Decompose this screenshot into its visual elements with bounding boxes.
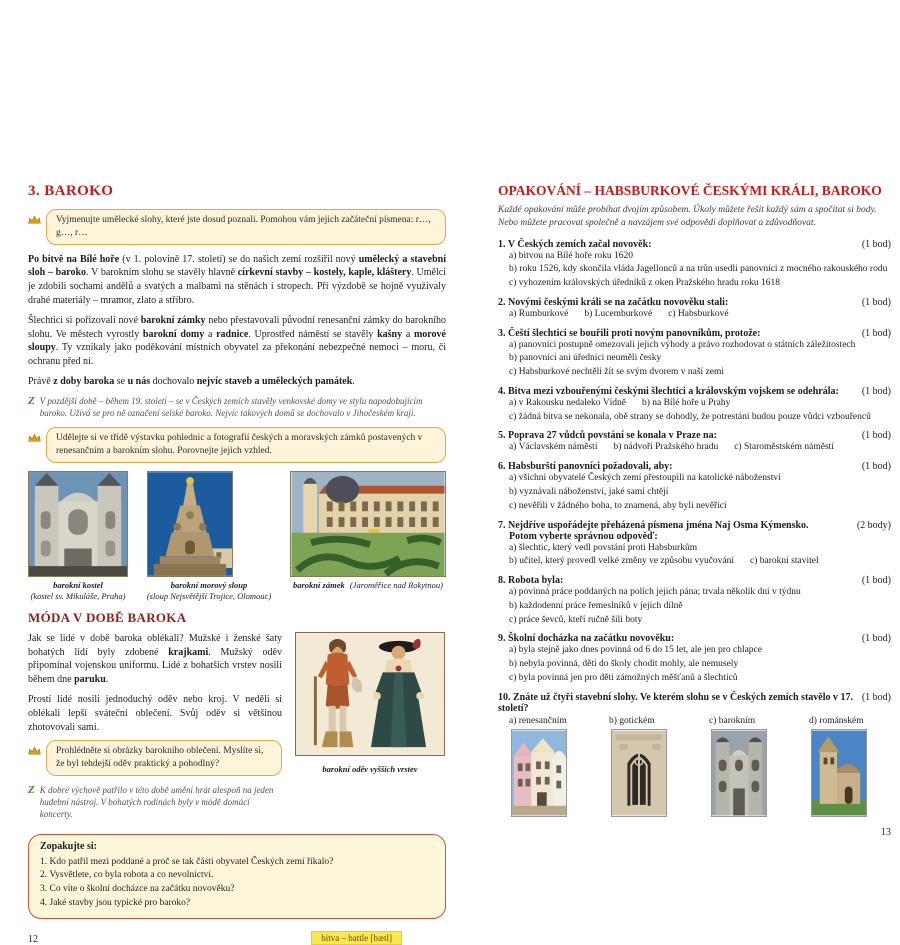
points-label: (2 body)	[856, 519, 891, 531]
task-row	[28, 740, 282, 776]
note-text: K dobré výchově patřilo v této době umění hrát alespoň na jeden hudební nástroj. V bohatých rodinách byly v módě domácí koncerty.	[39, 785, 274, 820]
question-subtext: Potom vyberte správnou odpověď:	[509, 530, 658, 542]
answer-option: c) barokní stavitel	[750, 556, 819, 567]
question-8	[498, 575, 891, 627]
figure-baroque-church	[28, 471, 128, 602]
style-option-renaissance	[509, 716, 587, 817]
answer-option: c) nevěřili v žádného boha, to znamená, aby byli nevěřící	[509, 500, 727, 511]
paragraph: Prostí lidé nosili jednoduchý oděv nebo kroj. V neděli si oblékali lepší sváteční oblečení. Svůj oděv si většinou zhotovovali sami.	[28, 693, 282, 733]
answer-option: b) vyznávali náboženství, jaké sami chtějí	[509, 487, 669, 498]
recap-box	[28, 834, 446, 918]
answer-option: a) bitvou na Bílé hoře roku 1620	[509, 250, 634, 261]
answer-option: b) každodenní práce řemeslníků v jejich dílně	[509, 600, 683, 611]
options	[498, 472, 891, 513]
z-marker-icon: Z	[28, 784, 35, 796]
answer-option: b) gotickém	[609, 715, 655, 726]
question-9	[498, 633, 891, 685]
figure-plague-column	[147, 471, 271, 602]
points-label: (1 bod)	[861, 385, 891, 397]
plague-column-photo	[147, 471, 233, 577]
points-label: (1 bod)	[861, 430, 891, 442]
options	[498, 250, 891, 291]
recap-question: 1. Kdo patřil mezi poddané a proč se tak části obyvatel Českých zemí říkalo?	[40, 856, 334, 867]
points-label: (1 bod)	[861, 238, 891, 250]
question-text: 9. Školní docházka na začátku novověku:	[498, 633, 675, 645]
gothic-window-photo	[611, 729, 667, 817]
style-option-gothic	[609, 716, 687, 817]
fashion-text-column	[28, 632, 282, 829]
section-title-fashion: MÓDA V DOBĚ BAROKA	[28, 609, 187, 625]
photo-caption: barokní morový sloup (sloup Nejsvětější Trojice, Olomouc)	[146, 579, 272, 601]
answer-option: b) panovníci ani úředníci neuměli česky	[509, 353, 662, 364]
note-row	[28, 784, 282, 820]
task-box: Udělejte si ve třídě výstavku pohlednic a fotografií českých a moravských zámků postavených v renesančním a barokním slohu. Porovnejte jejich vzhled.	[46, 427, 446, 463]
answer-option: c) žádná bitva se nekonala, obě strany se dohodly, že potrestáni budou pouze vůdci vzbouřenců	[509, 411, 871, 422]
answer-option: a) šlechtic, který vedl povstání proti Habsburkům	[509, 542, 698, 553]
crown-icon	[28, 212, 41, 230]
question-10	[498, 692, 891, 817]
note-text: V pozdější době – během 19. století – se v Českých zemích stavěly venkovské domy ve stylu napodobujícím baroko. Užívá se pro ně označení selské baroko. Nejvíc takových domů se dochovalo v Jihočeském kraji.	[39, 395, 423, 418]
question-text: 1. V Českých zemích začal novověk:	[498, 238, 652, 250]
note-row	[28, 395, 446, 419]
page-number: 12	[28, 933, 38, 945]
paragraph: Po bitvě na Bílé hoře (v 1. polovině 17. století) se do našich zemí rozšířil nový umělecký a stavební sloh – baroko. V barokním slohu se stavěly hlavně církevní stavby – kostely, kaple, kláštery. Umělci je zdobili sochami andělů a svatých a malbami na stěnách i stropech. Při výzdobě se hojně využívaly drahé materiály – mramor, zlato a stříbro.	[28, 253, 446, 307]
question-text: 10. Znáte už čtyři stavební slohy. Ve kterém slohu se v Českých zemích stavělo v 17. století?	[498, 691, 853, 714]
answer-option: b) nebyla povinná, děti do školy chodit mohly, ale nemusely	[509, 659, 739, 670]
photo-caption: barokní zámek (Jaroměřice nad Rokytnou)	[293, 579, 443, 590]
points-label: (1 bod)	[861, 327, 891, 339]
answer-option: a) Václavském náměstí	[509, 442, 598, 453]
points-label: (1 bod)	[861, 296, 891, 308]
answer-option: c) Staroměstském náměstí	[734, 442, 834, 453]
question-text: 4. Bitva mezi vzbouřenými českými šlechtici a královským vojskem se odehrála:	[498, 385, 839, 397]
z-marker-icon: Z	[28, 394, 35, 407]
answer-option: a) Rumburkové	[509, 308, 569, 319]
question-text: 8. Robota byla:	[498, 575, 564, 587]
left-page-footer	[28, 931, 446, 945]
paragraph: Právě z doby baroka se u nás dochovalo nejvíc staveb a uměleckých památek.	[28, 376, 355, 387]
task-row	[28, 427, 446, 463]
answer-option: c) práce ševců, kteří ručně šili boty	[509, 614, 643, 625]
answer-option: c) Habsburkové	[668, 308, 729, 319]
answer-option: d) románském	[809, 715, 864, 726]
style-options-row	[498, 716, 891, 817]
recap-title: Zopakujte si:	[40, 841, 97, 853]
paragraph: Šlechtici si pořizovali nové barokní zámky nebo přestavovali původní renesanční zámky do barokního slohu. Ve městech vyrostly barokní domy a radnice. Uprostřed náměstí se stavěly kašny a morové sloupy. Ty vznikaly jako poděkování místních obyvatel za překonání nebezpečné nemoci – moru, či ochranu před ní.	[28, 314, 447, 368]
options	[498, 644, 891, 685]
answer-option: c) barokním	[709, 715, 756, 726]
points-label: (1 bod)	[861, 575, 891, 587]
photo-caption: barokní oděv vyšších vrstev	[322, 763, 418, 774]
question-text: 6. Habsburští panovníci požadovali, aby:	[498, 461, 673, 473]
recap-question: 2. Vysvětlete, co byla robota a co nevolnictví.	[40, 870, 214, 881]
style-option-baroque	[709, 716, 787, 817]
review-intro: Každé opakování může probíhat dvojím způsobem. Úkoly můžete řešit každý sám a spočítat si body. Nebo můžete pracovat společně a navzájem své odpovědi doplňovat a zdůvodňovat.	[498, 205, 877, 229]
answer-option: b) učitel, který provedl velké změny ve způsobu vyučování	[509, 556, 735, 567]
romanesque-rotunda-photo	[811, 729, 867, 817]
chapter-title: 3. BAROKO	[28, 183, 114, 199]
crown-icon	[28, 743, 41, 761]
figure-baroque-chateau	[290, 471, 446, 591]
review-title: OPAKOVÁNÍ – HABSBURKOVÉ ČESKÝMI KRÁLI, BAROKO	[498, 183, 882, 198]
question-1	[498, 239, 891, 291]
fashion-section	[28, 632, 446, 829]
question-6	[498, 461, 891, 513]
crown-icon	[28, 430, 41, 448]
options	[498, 586, 891, 627]
task-row	[28, 209, 446, 245]
points-label: (1 bod)	[861, 633, 891, 645]
right-page	[498, 183, 891, 838]
answer-option: c) Habsburkové nechtěli žít se svým dvorem v naší zemi	[509, 367, 725, 378]
answer-option: a) renesančním	[509, 715, 567, 726]
style-option-romanesque	[809, 716, 887, 817]
fashion-figure	[294, 632, 446, 829]
baroque-church-photo	[28, 471, 128, 577]
recap-question: 4. Jaké stavby jsou typické pro baroko?	[40, 897, 191, 908]
renaissance-houses-photo	[511, 729, 567, 817]
recap-question: 3. Co víte o školní docházce na začátku novověku?	[40, 884, 235, 895]
question-text: 5. Poprava 27 vůdců povstání se konala v Praze na:	[498, 430, 717, 442]
question-2	[498, 297, 891, 322]
question-text: 7. Nejdříve uspořádejte přeházená písmena jména Naj Osma Kýmensko.	[498, 519, 809, 531]
answer-option: a) panovníci postupně omezovali jejich výhody a právo rozhodovat o státních záležitostech	[509, 339, 856, 350]
photo-row	[28, 471, 446, 602]
answer-option: a) povinná práce poddaných na polích jejich pána; trvala několik dní v týdnu	[509, 587, 801, 598]
photo-caption: barokní kostel (kostel sv. Mikuláše, Praha)	[30, 579, 126, 601]
answer-option: b) Lucemburkové	[584, 308, 653, 319]
question-3	[498, 328, 891, 380]
answer-option: b) roku 1526, kdy skončila vláda Jagellonců a na trůn usedli panovníci z mocného rakouského rodu	[509, 264, 888, 275]
points-label: (1 bod)	[861, 691, 891, 703]
question-4	[498, 386, 891, 425]
points-label: (1 bod)	[861, 461, 891, 473]
recap-questions	[40, 856, 434, 911]
question-text: 2. Novými českými králi se na začátku novověku stali:	[498, 296, 729, 308]
page-number: 13	[881, 826, 891, 838]
right-page-footer	[498, 827, 891, 838]
question-5	[498, 430, 891, 455]
task-box: Prohlédněte si obrázky barokního oblečení. Myslíte si, že byl tehdejší oděv praktický a pohodlný?	[46, 740, 282, 776]
paragraph: Jak se lidé v době baroka oblékali? Mužské i ženské šaty bohatých lidí byly zdobené krajkami. Mužský oděv připomínal vojenskou uniformu. Lidé z bohatších vrstev nosili během dne paruku.	[28, 632, 282, 686]
options	[498, 339, 891, 380]
question-7	[498, 520, 891, 570]
answer-option: c) byla povinná jen pro děti zámožných měšťanů a šlechticů	[509, 672, 738, 683]
vocab-note: bitva – battle [bætl]	[311, 931, 402, 945]
baroque-facade-photo	[711, 729, 767, 817]
answer-option: a) v Rakousku nedaleko Vídně	[509, 397, 626, 408]
baroque-costume-photo	[295, 632, 445, 756]
options	[498, 441, 891, 455]
question-text: 3. Čeští šlechtici se bouřili proti novým panovníkům, protože:	[498, 327, 761, 339]
options	[498, 397, 891, 425]
answer-option: c) vyhozením královských úředníků z oken Pražského hradu roku 1618	[509, 278, 780, 289]
task-box: Vyjmenujte umělecké slohy, které jste dosud poznali. Pomohou vám jejich začáteční písmena: r…, g…, r…	[46, 209, 446, 245]
answer-option: a) byla stejně jako dnes povinná od 6 do 15 let, ale jen pro chlapce	[509, 645, 762, 656]
answer-option: b) nádvoří Pražského hradu	[613, 442, 719, 453]
baroque-chateau-photo	[290, 471, 446, 577]
left-page	[28, 183, 446, 945]
options	[498, 308, 891, 322]
options	[498, 542, 891, 570]
answer-option: a) všichni obyvatelé Českých zemí přestoupili na katolické náboženství	[509, 473, 781, 484]
answer-option: b) na Bílé hoře u Prahy	[641, 397, 731, 408]
